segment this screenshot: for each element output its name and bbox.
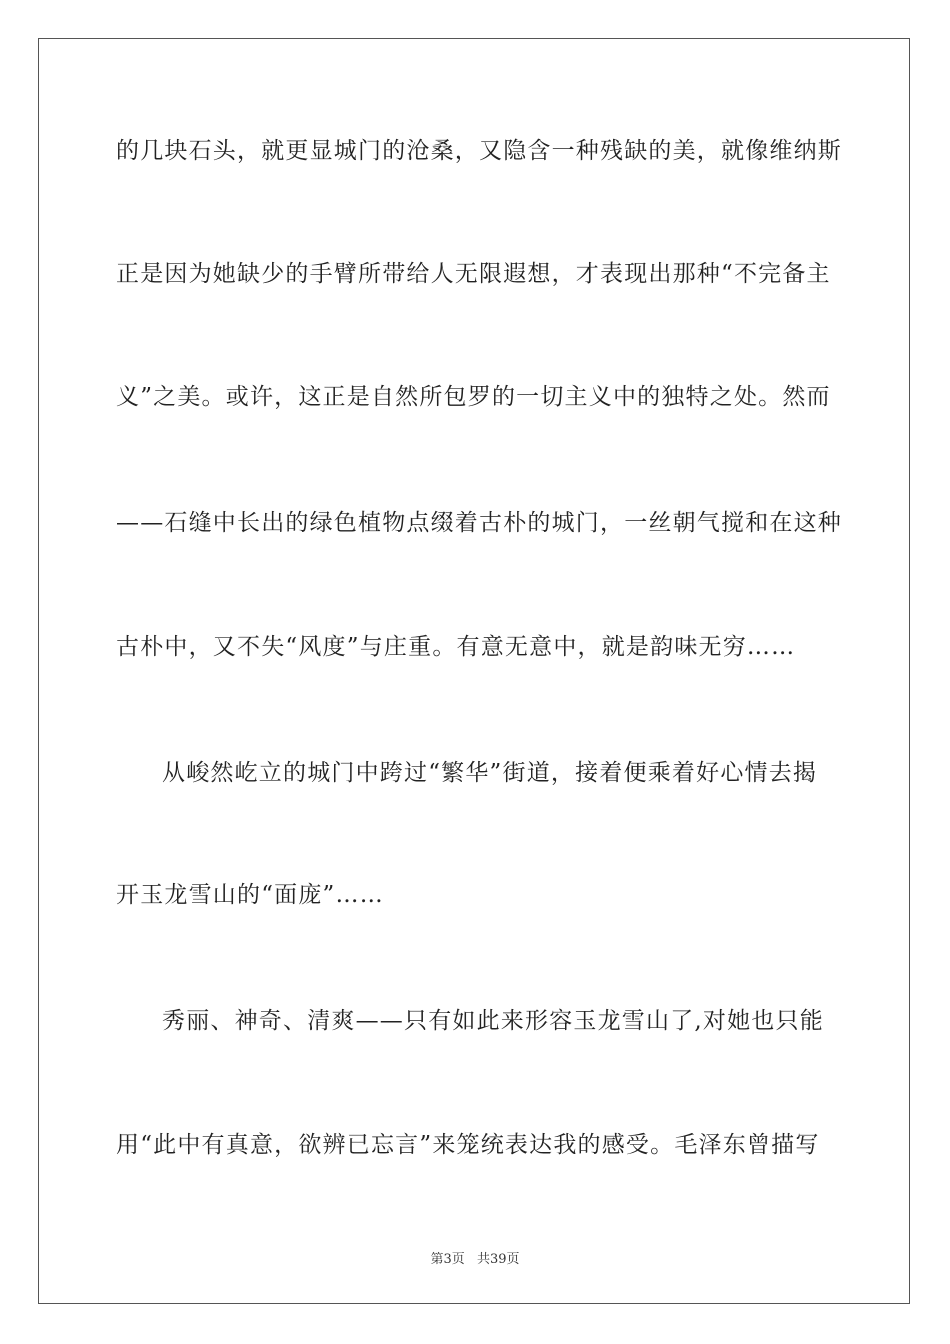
text-line-1: 的几块石头，就更显城门的沧桑，又隐含一种残缺的美，就像维纳斯: [116, 138, 842, 164]
paragraph-start-line-8: 秀丽、神奇、清爽——只有如此来形容玉龙雪山了,对她也只能: [162, 1008, 824, 1034]
text-line-9: 用“此中有真意，欲辨已忘言”来笼统表达我的感受。毛泽东曾描写: [116, 1132, 820, 1158]
text-line-2: 正是因为她缺少的手臂所带给人无限遐想，才表现出那种“不完备主: [116, 261, 831, 287]
page-number: 第3页: [430, 1252, 465, 1267]
text-line-5: 古朴中，又不失“风度”与庄重。有意无意中，就是韵味无穷……: [116, 634, 796, 660]
page-border: [38, 38, 910, 1304]
text-line-4: ——石缝中长出的绿色植物点缀着古朴的城门，一丝朝气搅和在这种: [116, 510, 842, 536]
text-line-7: 开玉龙雪山的“面庞”……: [116, 882, 384, 908]
page-footer: [0, 1248, 950, 1267]
text-line-3: 义”之美。或许，这正是自然所包罗的一切主义中的独特之处。然而: [116, 384, 831, 410]
total-pages: 共39页: [476, 1252, 520, 1267]
paragraph-start-line-6: 从峻然屹立的城门中跨过“繁华”街道，接着便乘着好心情去揭: [162, 760, 818, 786]
